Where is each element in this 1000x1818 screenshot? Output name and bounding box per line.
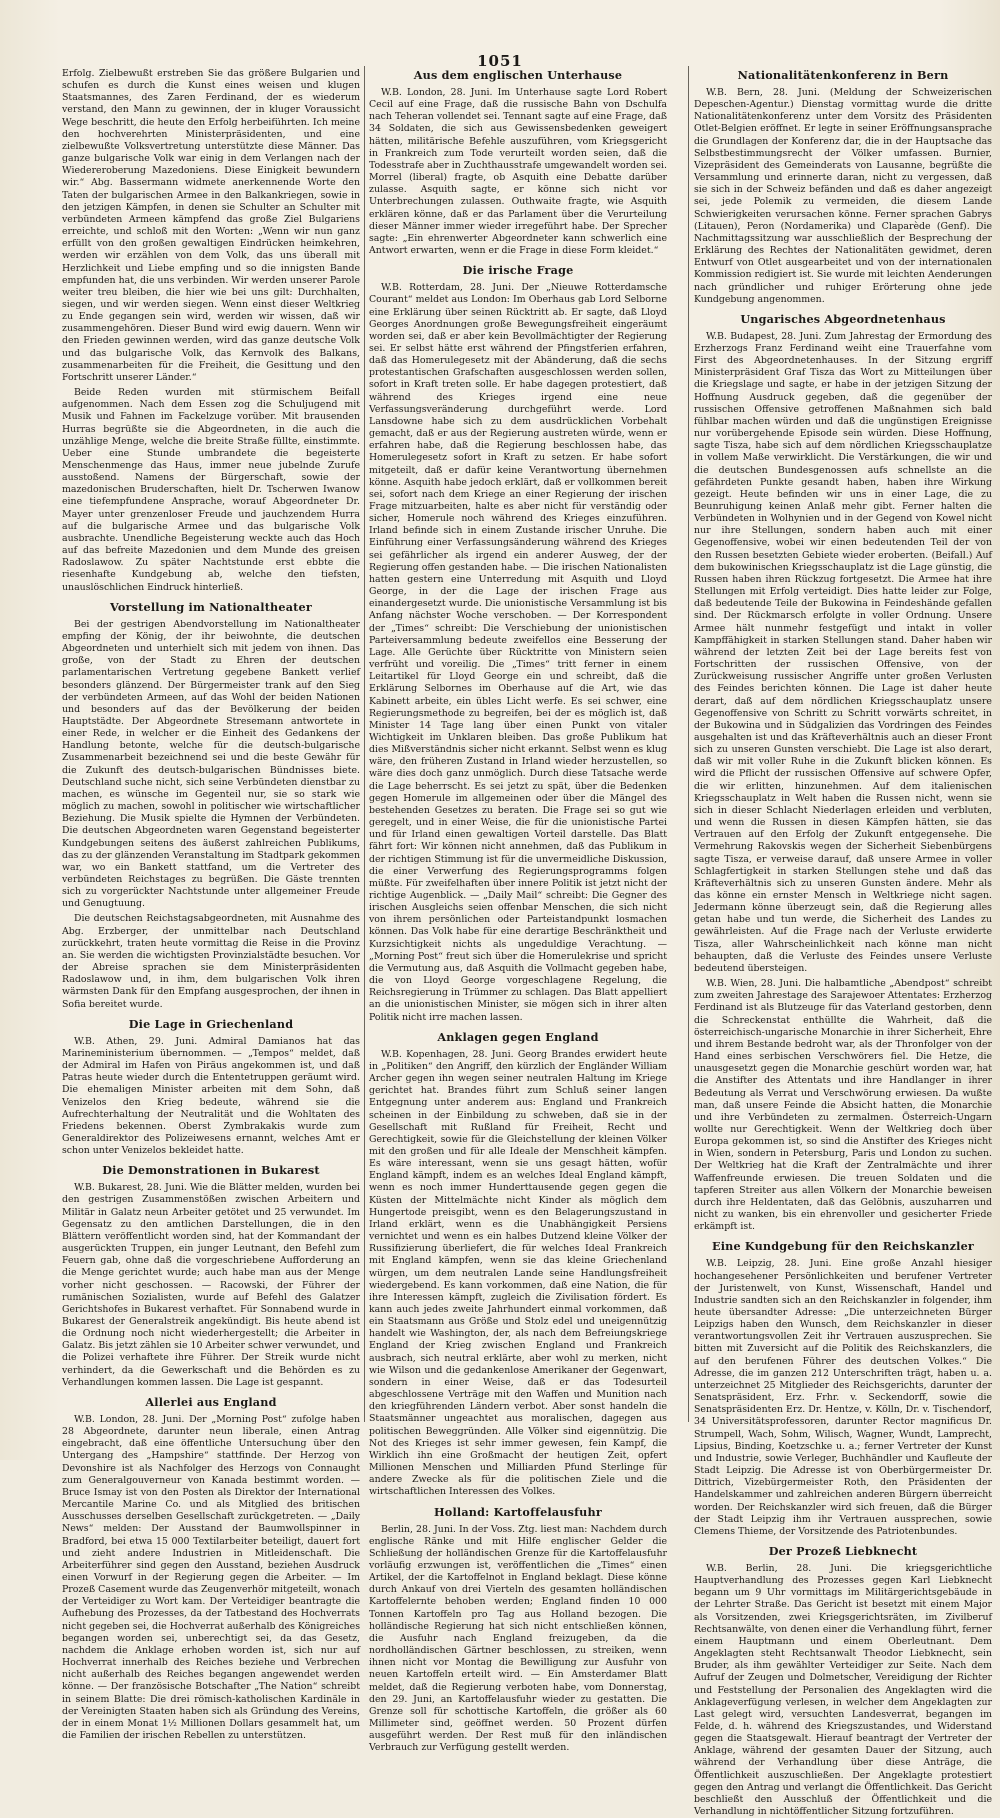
article-paragraph: W.B. Leipzig, 28. Juni. Eine große Anzahl hiesiger hochangesehener Persönlichkeiten und berufener Vertreter der Juristenwelt, von Kunst, Wissenschaft, Handel und Industrie sandten sich an den Reichskanzler in folgender, ihm heute übersandter Adresse: „Die unterzeichneten Bürger Leipzigs haben den Wunsch, dem Reichskanzler in dieser verantwortungsvollen Zeit ihr Vertrauen auszusprechen. Sie bitten mit Zuversicht auf die Politik des Reichskanzlers, die auf den berufenen Führer des deutschen Volkes.“ Die Adresse, die im ganzen 212 Unterschriften trägt, haben u. a. unterzeichnet 25 Mitglieder des Reichsgerichts, darunter der Senatspräsident, Erz. Frhr. v. Seckendorff, sowie die Senatspräsidenten Erz. Dr. Hentze, v. Kölln, Dr. v. Tischendorf, 34 Universitätsprofessoren, darunter Rector magnificus Dr. Strumpell, Wach, Sohm, Wilisch, Wagner, Wundt, Lamprecht, Lipsius, Binding, Koetzschke u. a.; ferner Vertreter der Kunst und Industrie, sowie Verleger, Buchhändler und Kaufleute der Stadt Leipzig. Die Adresse ist von Oberbürgermeister Dr. Dittrich, Vizebürgermeister Roth, den Präsidenten der Handelskammer und zahlreichen anderen Bürgern überreicht worden. Der Reichskanzler wird sich freuen, daß die Bürger der Stadt Leipzig ihm ihr Vertrauen aussprechen, sowie Clemens Thieme, der Vorsitzende des Patriotenbundes.	[694, 1258, 992, 1537]
article-paragraph: W.B. Bern, 28. Juni. (Meldung der Schweizerischen Depeschen-Agentur.) Dienstag vormittag wurde die dritte Nationalitätenkonferenz unter dem Vorsitz des Präsidenten Otlet-Belgien eröffnet. Er legte in seiner Eröffnungsansprache die Grundlagen der Konferenz dar, die in der Hauptsache das Selbstbestimmungsrecht der Völker umfassen. Burnier, Vizepräsident des Gemeinderats von Lausanne, begrüßte die Versammlung und erinnerte daran, nicht zu vergessen, daß sie sich in der Schweiz befänden und daß es daher angezeigt sei, jede Polemik zu vermeiden, die diesem Lande Schwierigkeiten verursachen könne. Ferner sprachen Gabrys (Litauen), Peron (Nordamerika) und Claparède (Genf). Die Nachmittagssitzung war ausschließlich der Besprechung der Erklärung des Rechtes der Nationalitäten gewidmet, deren Entwurf von Otlet ausgearbeitet und von der internationalen Kommission redigiert ist. Sie wurde mit leichten Aenderungen nach gründlicher und ruhiger Erörterung ohne jede Kundgebung angenommen.	[694, 87, 992, 305]
article-paragraph: W.B. Athen, 29. Juni. Admiral Damianos hat das Marineministerium übernommen. — „Tempos“ meldet, daß der Admiral im Hafen von Piräus angekommen ist, und daß Patras heute wieder durch die Ententetruppen geräumt wird. Die ehemaligen Minister arbeiten mit dem Sohn, daß Venizelos den Krieg bedeute, während sie die Aufrechterhaltung der Neutralität und die Wohltaten des Friedens bekennen. Oberst Zymbrakakis wurde zum Generaldirektor des Polizeiwesens ernannt, welches Amt er schon unter Venizelos bekleidet hatte.	[62, 1035, 360, 1157]
article-headline: Anklagen gegen England	[437, 1029, 599, 1044]
article-paragraph: W.B. Rotterdam, 28. Juni. Der „Nieuwe Rotterdamsche Courant“ meldet aus London: Im Oberhaus gab Lord Selborne eine Erklärung über seinen Rücktritt ab. Er sagte, daß Lloyd Georges Anordnungen große Bewegungsfreiheit eingeräumt worden sei, daß er aber kein Bevollmächtigter der Regierung sei. Er selbst hätte erst während der Pfingstferien erfahren, daß das Homerulegesetz mit der Abänderung, daß die sechs protestantischen Grafschaften ausgeschlossen werden sollen, sofort in Kraft treten solle. Er habe dagegen protestiert, daß während des Krieges irgend eine neue Verfassungsveränderung durchgeführt werde. Lord Lansdowne habe sich zu dem ausdrücklichen Vorbehalt gemacht, daß er aus der Regierung austreten würde, wenn er erfahren habe, daß die Regierung beschlossen habe, das Homerulegesetz sofort in Kraft zu setzen. Er habe sofort mitgeteilt, daß er dafür keine Verantwortung übernehmen könne. Asquith habe jedoch erklärt, daß er vollkommen bereit sei, sofort nach dem Kriege an einer Regierung der irischen Frage mitzuarbeiten, halte es aber nicht für verständig oder sicher, Homerule noch während des Krieges einzuführen. Irland befinde sich in einem Zustande irischer Unruhe. Die Einführung einer Verfassungsänderung während des Krieges sei gefährlicher als irgend ein anderer Ausweg, der der Regierung offen gestanden habe. — Die irischen Nationalisten hatten gestern eine Unterredung mit Asquith und Lloyd George, in der die Lage der irischen Frage aus einandergesetzt wurde. Die unionistische Versammlung ist bis Anfang nächster Woche verschoben. — Der Korrespondent der „Times“ schreibt: Die Verschiebung der unionistischen Parteiversammlung bedeute zweifellos eine Besserung der Lage. Alle Gerüchte über Rücktritte von Ministern seien verfrüht und voreilig. Die „Times“ tritt ferner in einem Leitartikel für Lloyd George ein und schreibt, daß die Erklärung Selbornes im Oberhause auf die Art, wie das Kabinett arbeite, ein übles Licht werfe. Es sei schwer, eine Regierungsmethode zu begreifen, bei der es möglich ist, daß Minister 14 Tage lang über einen Punkt von vitaler Wichtigkeit im Unklaren bleiben. Das große Publikum hat dies Mißverständnis sicher nicht erkannt. Selbst wenn es klug wäre, den früheren Zustand in Irland wieder herzustellen, so wäre dies doch ganz unmöglich. Durch diese Tatsache werde die Lage beherrscht. Es sei jetzt zu spät, über die Bedenken gegen Homerule im allgemeinen oder über die Mängel des bestehenden Gesetzes zu beraten. Die Frage sei so gut wie geregelt, und in einer Weise, die für die unionistische Partei und für Irland einen gewaltigen Vorteil darstelle. Das Blatt fährt fort: Wir können nicht annehmen, daß das Publikum in der richtigen Stimmung ist für die unvermeidliche Diskussion, die einer Verwerfung des Regierungsprogramms folgen müßte. Für zweifelhaften über innere Politik ist jetzt nicht der richtige Augenblick. — „Daily Mail“ schreibt: Die Gegner des irischen Ausgleichs seien offenbar Menschen, die sich nicht von ihrem persönlichen oder Parteistandpunkt losmachen können. Das Volk habe für eine derartige Beschränktheit und Kurzsichtigkeit nichts als ungeduldige Verachtung. — „Morning Post“ freut sich über die Homerulekrise und spricht die Vermutung aus, daß Asquith die Vollmacht gegeben habe, die von Lloyd George vorgeschlagene Regelung, die Reichsregierung in Trümmer zu schlagen. Das Blatt appelliert an die unionistischen Minister, sie mögen sich in ihrer alten Politik nicht irre machen lassen.	[369, 282, 667, 1023]
article-paragraph: W.B. London, 28. Juni. Der „Morning Post“ zufolge haben 28 Abgeordnete, darunter neun liberale, einen Antrag eingebracht, daß eine öffentliche Untersuchung über den Untergang des „Hampshire“ stattfinde. Der Herzog von Devonshire ist als Nachfolger des Herzogs von Connaught zum Generalgouverneur von Kanada bestimmt worden. — Bruce Ismay ist von den Posten als Direktor der International Mercantile Marine Co. und als Mitglied des britischen Ausschusses derselben Gesellschaft zurückgetreten. — „Daily News“ melden: Der Ausstand der Baumwollspinner in Bradford, bei etwa 15 000 Textilarbeiter beteiligt, dauert fort und zieht andere Industrien in Mitleidenschaft. Die Arbeiterführer sind gegen den Ausstand, beziehen Ausdruck einen Vorwurf in der Regierung gegen die Arbeiter. — Im Prozeß Casement wurde das Zeugenverhör mitgeteilt, wonach der Verteidiger zu Wort kam. Der Verteidiger beantragte die Aufhebung des Prozesses, da der Tatbestand des Hochverrats nicht gegeben sei, die Hochverrat außerhalb des Königreiches begangen worden sei, unberechtigt sei, da das Gesetz, nachdem die Anklage erhoben worden ist, sich nur auf Hochverrat innerhalb des Reiches beziehe und Verbrechen nicht außerhalb des Reiches begangen angewendet werden könne. — Der französische Botschafter „The Nation“ schreibt in seinem Blatte: Die drei römisch-katholischen Kardinäle in der Vereinigten Staaten haben sich als Gründung des Vereins, der in einem Monat 1½ Millionen Dollars gesammelt hat, um die Familien der irischen Rebellen zu unterstützen.	[62, 1413, 360, 1741]
article-headline: Die Lage in Griechenland	[128, 1016, 294, 1031]
article-headline: Aus dem englischen Unterhause	[413, 68, 623, 82]
article-paragraph: Die deutschen Reichstagsabgeordneten, mit Ausnahme des Abg. Erzberger, der unmittelbar nach Deutschland zurückkehrt, traten heute vormittag die Reise in die Provinz an. Sie werden die wichtigsten Provinzialstädte besuchen. Vor der Abreise sprachen sie dem Ministerpräsidenten Radoslawow und, in ihm, dem bulgarischen Volk ihren wärmsten Dank für den Empfang ausgesprochen, der ihnen in Sofia bereitet wurde.	[62, 913, 360, 1010]
article-paragraph: W.B. Bukarest, 28. Juni. Wie die Blätter melden, wurden bei den gestrigen Zusammenstößen zwischen Arbeitern und Militär in Galatz neun Arbeiter getötet und 25 verwundet. Im Gegensatz zu den amtlichen Darstellungen, die in den Blättern veröffentlicht worden sind, hat der Kommandant der ausgerückten Truppen, ein junger Leutnant, den Befehl zum Feuern gab, ohne daß die vorgeschriebene Aufforderung an die Menge gerichtet wurde; auch habe man aus der Menge vorher nicht geschossen. — Racowski, der Führer der rumänischen Sozialisten, wurde auf Befehl des Galatzer Gerichtshofes in Bukarest verhaftet. Für Sonnabend wurde in Bukarest der Generalstreik angekündigt. Bis heute abend ist die Ordnung noch nicht wiederhergestellt; die Arbeiter in Galatz. Bis jetzt zählen sie 10 Arbeiter schwer verwundet, und die Polizei verhaftete ihre Führer. Der Streik wurde nicht verhindert, da die Gewerkschaft und die Behörden es zu Verhandlungen kommen lassen. Die Lage ist gespannt.	[62, 1182, 360, 1388]
article-paragraph: W.B. Budapest, 28. Juni. Zum Jahrestag der Ermordung des Erzherzogs Franz Ferdinand weiht eine Trauerfahne vom First des Abgeordnetenhauses. In der Sitzung ergriff Ministerpräsident Graf Tisza das Wort zu Mitteilungen über die Kriegslage und sagte, er habe in der jetzigen Sitzung der Hoffnung Ausdruck gegeben, daß die gegenüber der russischen Offensive getroffenen Maßnahmen sich bald fühlbar machen würden und daß die ungünstigen Ereignisse nur vorübergehende Episode sein würden. Diese Hoffnung, sagte Tisza, habe sich auf dem nördlichen Kriegsschauplatze in vollem Maße verwirklicht. Die Verstärkungen, die wir und die deutschen Bundesgenossen aufs schnellste an die gefährdeten Punkte gesandt haben, haben ihre Wirkung gezeigt. Heute befinden wir uns in einer Lage, die zu Beunruhigung keinen Anlaß mehr gibt. Ferner halten die Verbündeten in Wolhynien und in der Gegend von Kowel nicht nur ihre Stellungen, sondern haben auch mit einer Gegenoffensive, wobei wir einen bedeutenden Teil der von den Russen besetzten Gebiete wieder eroberten. (Beifall.) Auf dem bukowinischen Kriegsschauplatz ist die Lage günstig, die Russen haben ihren Rückzug fortgesetzt. Die Armee hat ihre Stellungen mit Erfolg verteidigt. Dies hatte leider zur Folge, daß bedeutende Teile der Bukowina in Feindeshände gefallen sind. Der Rückmarsch erfolgte in voller Ordnung. Unsere Armee hält nunmehr festgefügt und intakt in voller Kampffähigkeit in starken Stellungen stand. Daher haben wir während der letzten Zeit bei der Lage bereits fest von Fortschritten der russischen Offensive, von der Zurückweisung russischer Angriffe unter großen Verlusten des Feindes berichten können. Die Lage ist daher heute derart, daß auf dem nördlichen Kriegsschauplatz unsere Gegenoffensive von Schritt zu Schritt vorwärts schreitet, in der Bukowina und in Südgalizien das Vordringen des Feindes ausgehalten ist und das Kräfteverhältnis auch an dieser Front sich zu unseren Gunsten verschiebt. Die Lage ist also derart, daß wir mit voller Ruhe in die Zukunft blicken können. Es wird die Pflicht der russischen Offensive auf schwere Opfer, die wir erlitten, hinzunehmen. Auf dem italienischen Kriegsschauplatz in Welt haben die Russen nicht, wenn sie sich in dieser Schlacht Niederlagen erleiden und verbluten, und wenn die Russen in diesen Kämpfen hätten, sie das Vertrauen auf den Erfolg der Zukunft entgegensehe. Die Vermehrung Rakovskis wegen der Sicherheit Siebenbürgens sagte Tisza, er verweise darauf, daß unsere Armee in voller Schlagfertigkeit in starken Stellungen stehe und daß das Kräfteverhältnis sich zu unseren Gunsten ändere. Mehr als das könne ein ernster Mensch in Weltkriege nicht sagen. Jedermann könne überzeugt sein, daß die Regierung alles getan habe und tun werde, die Sicherheit des Landes zu gewährleisten. Auf die Frage nach der Verluste erwiderte Tisza, aller Wahrscheinlichkeit nach könne man nicht behaupten, daß die Verluste des Feindes unsere Verluste bedeutend übersteigen.	[694, 330, 992, 974]
article-headline: Ungarisches Abgeordnetenhaus	[740, 311, 946, 326]
article-paragraph: Erfolg. Zielbewußt erstreben Sie das größere Bulgarien und schufen es durch die Kunst eines weisen und klugen Staatsmannes, des Zaren Ferdinand, der es wiederum verstand, den Mann zu gewinnen, der in kluger Voraussicht Wege beschritt, die heute den Erfolg herbeiführten. Ich meine den hochverehrten Ministerpräsidenten, und eine zielbewußte Volksvertretung unterstützte diese Männer. Das ganze bulgarische Volk war einig in dem Verlangen nach der Wiedereroberung Mazedoniens. Diese Einigkeit bewundern wir.“ Abg. Bassermann widmete anerkennende Worte den Taten der bulgarischen Armee in den Balkankriegen, sowie in den jetzigen Kämpfen, in denen sie Schulter an Schulter mit verbündeten Armeen kämpfend das große Ziel Bulgariens erreichte, und schloß mit den Worten: „Wenn wir nun ganz erfüllt von den großen gewaltigen Eindrücken heimkehren, werden wir erzählen von dem Volk, das uns überall mit Herzlichkeit und Liebe empfing und so die innigsten Bande empfunden hat, die uns verbinden. Wir werden unserer Parole weiter treu bleiben, die hier wie bei uns gilt: Durchhalten, siegen, und wir werden siegen. Wenn einst dieser Weltkrieg zu Ende gegangen sein wird, werden wir wissen, daß wir zusammengehören. Dieser Bund wird ewig dauern. Wenn wir den Frieden gewinnen werden, wird das ganze deutsche Volk und das bulgarische Volk, das Kernvolk des Balkans, zusammenarbeiten für die Freiheit, die Gesittung und den Fortschritt unserer Länder.“	[62, 68, 360, 383]
column-left	[62, 68, 360, 1741]
article-headline: Vorstellung im Nationaltheater	[110, 599, 312, 614]
article-paragraph: W.B. Berlin, 28. Juni. Die kriegsgerichtliche Hauptverhandlung des Prozesses gegen Karl Liebknecht begann um 9 Uhr vormittags im Militärgerichtsgebäude in der Lehrter Straße. Das Gericht ist besetzt mit einem Major als Vorsitzenden, zwei Kriegsgerichtsräten, im Zivilberuf Rechtsanwälte, von denen einer die Verhandlung führt, ferner einem Hauptmann und einem Oberleutnant. Dem Angeklagten steht Rechtsanwalt Theodor Liebknecht, sein Bruder, als ihm gewählter Verteidiger zur Seite. Nach dem Aufruf der Zeugen und Dolmetscher, Vereidigung der Richter und Feststellung der Personalien des Angeklagten wird die Anklageverfügung verlesen, in welcher dem Angeklagten zur Last gelegt wird, versuchten Landesverrat, begangen im Felde, d. h. während des Kriegszustandes, und Widerstand gegen die Staatsgewalt. Hierauf beantragt der Vertreter der Anklage, während der gesamten Dauer der Sitzung, auch während der Verhandlung über diese Anträge, die Öffentlichkeit auszuschließen. Der Angeklagte protestiert gegen den Antrag und verlangt die Öffentlichkeit. Das Gericht beschließt den Ausschluß der Öffentlichkeit und die Verhandlung in nichtöffentlicher Sitzung fortzuführen.	[694, 1562, 992, 1818]
column-divider	[364, 66, 365, 1422]
article-headline: Allerlei aus England	[145, 1394, 277, 1409]
article-headline: Nationalitätenkonferenz in Bern	[737, 68, 949, 82]
article-headline: Holland: Kartoffelausfuhr	[434, 1504, 602, 1519]
article-headline: Der Prozeß Liebknecht	[768, 1543, 918, 1558]
page-number: 1051	[477, 52, 523, 70]
article-paragraph: W.B. Kopenhagen, 28. Juni. Georg Brandes erwidert heute in „Politiken“ den Angriff, den kürzlich der Engländer William Archer gegen ihn wegen seiner neutralen Haltung im Kriege gerichtet hat. Brandes führt zum Schluß seiner langen Entgegnung unter anderem aus: England und Frankreich scheinen in der Einbildung zu schweben, daß sie in der Gesellschaft mit Rußland für Freiheit, Recht und Gerechtigkeit, sowie für die Gleichstellung der kleinen Völker mit den großen und für alle Ideale der Menschheit kämpfen. Es wäre interessant, wenn sie uns gesagt hätten, wofür England kämpft, indem es an welches Ideal England kämpft, wenn es noch immer Hunderttausende gegen gegen die Küsten der Mittelmächte nicht Kinder als möglich dem Hungertode preisgibt, wenn es den Belagerungszustand in Irland erklärt, wenn es die Unabhängigkeit Persiens vernichtet und wenn es ein halbes Dutzend kleine Völker der Russifizierung überliefert, die für welches Ideal Frankreich mit England kämpfen, wenn sie das kleine Griechenland würgen, um dem neutralen Lande seine Handlungsfreiheit wiedergebend. Es kann vorkommen, daß eine Nation, die für ihre Interessen kämpft, zugleich die Zivilisation fördert. Es kann auch jedes zweite Jahrhundert einmal vorkommen, daß ein Staatsmann aus Größe und Stolz edel und uneigennützig handelt wie Washington, der, als nach dem Befreiungskriege England der Krieg zwischen England und Frankreich ausbrach, sich neutral erklärte, aber wohl zu merken, nicht wie Wilson und die gedankenlose Amerikaner der Gegenwart, sondern in einer Weise, daß er das Todesurteil abgeschlossene Verträge mit den Waffen und Munition nach den kriegführenden Ländern verbot. Aber sonst handeln die Staatsmänner ungeachtet aus moralischen, dagegen aus politischen Beweggründen. Alle Völker sind eigennützig. Die Not des Krieges ist sehr immer gewesen, fein Kampf, die Wirklich ihn eine Großmacht der heutigen Zeit, opfert Millionen Menschen und Milliarden Pfund Sterlinge für andere Zwecke als für die politischen Ziele und die wirtschaftlichen Interessen des Volkes.	[369, 1048, 667, 1498]
article-paragraph: W.B. London, 28. Juni. Im Unterhause sagte Lord Robert Cecil auf eine Frage, daß die russische Bahn von Dschulfa nach Teheran vollendet sei. Tennant sagte auf eine Frage, daß 34 Soldaten, die sich aus Gewissensbedenken geweigert hätten, militärische Befehle auszuführen, vom Kriegsgericht in Frankreich zum Tode verurteilt worden seien, daß die Todesstrafe aber in Zuchthausstrafe umgewandelt worden sei. Morrel (liberal) fragte, ob Asquith eine Debatte darüber zulasse. Asquith sagte, er könne sich nicht vor Unterbrechungen zulassen. Outhwaite fragte, wie Asquith erklären könne, daß er das Parlament über die Verurteilung dieser Männer immer wieder irregeführt habe. Der Sprecher sagte: „Ein ehrenwerter Abgeordneter kann schwerlich eine Antwort erwarten, wenn er die Frage in diese Form kleidet.“	[369, 87, 668, 257]
article-paragraph: Berlin, 28. Juni. In der Voss. Ztg. liest man: Nachdem durch englische Ränke und mit Hilfe englischer Gelder die Schließung der holländischen Grenze für die Kartoffelausfuhr vorläufig erzwungen ist, veröffentlichen die „Times“ einen Artikel, der die Kartoffelnot in England beklagt. Diese könne durch Ankauf von drei Vierteln des gesamten holländischen Kartoffelernte behoben werden; England finden 10 000 Tonnen Kartoffeln pro Tag aus Holland bezogen. Die holländische Regierung hat sich nicht entschließen können, die Ausfuhr nach England freizugeben, da die nordholländischen Gärtner beschlossen, zu streiken, wenn ihnen nicht vor Montag die Bewilligung zur Ausfuhr von neuen Kartoffeln erteilt wird. — Ein Amsterdamer Blatt meldet, daß die Regierung verboten habe, vom Donnerstag, den 29. Juni, an Kartoffelausfuhr wieder zu gestatten. Die Grenze soll für schottische Kartoffeln, die größer als 60 Millimeter sind, geöffnet werden. 50 Prozent dürfen ausgeführt werden. Der Rest muß für den inländischen Verbrauch zur Verfügung gestellt werden.	[369, 1523, 667, 1754]
article-paragraph: Beide Reden wurden mit stürmischem Beifall aufgenommen. Nach dem Essen zog die Schuljugend mit Musik und Fahnen im Fackelzuge vorüber. Mit brausenden Hurras begrüßte sie die Abgeordneten, in die auch die unzählige Menge, welche die breite Straße füllte, einstimmte. Ueber eine Stunde umbrandete die begeisterte Menschenmenge das Haus, immer neue jubelnde Zurufe ausstoßend. Namens der Bürgerschaft, sowie der mazedonischen Bruderschaften, hielt Dr. Tscherwen Iwanow eine tiefempfundene Ansprache, worauf Abgeordneter Dr. Mayer unter grenzenloser Freude und jauchzendem Hurra auf die bulgarische Armee und das bulgarische Volk ausbrachte. Unendliche Begeisterung weckte auch das Hoch auf das befreite Mazedonien und dem Munde des greisen Radoslawow. Zu später Nachtstunde erst ebbte die riesenhafte Kundgebung ab, welche den tiefsten, unauslöschlichen Eindruck hinterließ.	[62, 387, 360, 593]
article-headline: Die Demonstrationen in Bukarest	[102, 1163, 320, 1178]
article-headline: Die irische Frage	[462, 263, 574, 278]
column-middle	[369, 68, 668, 1754]
article-paragraph: Bei der gestrigen Abendvorstellung im Nationaltheater empfing der König, der ihr beiwohnte, die deutschen Abgeordneten und unterhielt sich mit jedem von ihnen. Das große, von der Stadt zu Ehren der deutschen parlamentarischen Vertretung gegebene Bankett verlief besonders glänzend. Der Bürgermeister trank auf den Sieg der verbündeten Armeen, auf das Wohl der beiden Nationen und besonders auf das der Bevölkerung der beiden Hauptstädte. Der Abgeordnete Stresemann antwortete in einer Rede, in welcher er die Einheit des Gedankens der Handlung betonte, welche für die deutsch-bulgarische Zusammenarbeit bezeichnend sei und die beste Gewähr für die Zukunft des deutsch-bulgarischen Bündnisses biete. Deutschland suche nicht, sich seine Verbündeten dienstbar zu machen, es wünsche im Gegenteil nur, sie so stark wie möglich zu machen, sowohl in politischer wie wirtschaftlicher Beziehung. Die Musik spielte die Hymnen der Verbündeten. Die deutschen Abgeordneten waren Gegenstand begeisterter Kundgebungen seitens des äußerst zahlreichen Publikums, das zu der glänzenden Veranstaltung im Stadtpark gekommen war, wo ein Bankett stattfand, um die Vertreter des verbündeten Reichstages zu begrüßen. Die Gäste trennten sich zu vorgerückter Nachtstunde unter allgemeiner Freude und Genugtuung.	[62, 618, 360, 910]
column-divider	[688, 66, 689, 1422]
article-paragraph: W.B. Wien, 28. Juni. Die halbamtliche „Abendpost“ schreibt zum zweiten Jahrestage des Sarajewoer Attentates: Erzherzog Ferdinand ist als Blutzeuge für das Vaterland gestorben, denn die Schreckenstat enthüllte die Wahrheit, daß die österreichisch-ungarische Monarchie in ihrer Sicherheit, Ehre und ihrem Bestande bedroht war, als der Thronfolger von der Hand eines serbischen Verschwörers fiel. Die Hetze, die unausgesetzt gegen die Monarchie geschürt worden war, hat die Anstifter des Attentats und ihre Handlanger in ihrer Bedeutung als Verrat und Verschwörung erwiesen. Da wußte man, daß unsere Feinde die Absicht hatten, die Monarchie und ihre Verbündeten zu zermalmen. Österreich-Ungarn wollte nur Gerechtigkeit. Wenn der Weltkrieg doch über Europa gekommen ist, so sind die Anstifter des Krieges nicht in Wien, sondern in Petersburg, Paris und London zu suchen. Der Weltkrieg hat die Kraft der Zentralmächte und ihrer Waffenfreunde erwiesen. Die treuen Soldaten und die tapferen Streiter aus allen Völkern der Monarchie beweisen durch ihre Heldentaten, daß das Gelöbnis, auszuharren und nicht zu wanken, bis ein ehrenvoller und gesicherter Friede erkämpft ist.	[694, 978, 992, 1233]
article-headline: Eine Kundgebung für den Reichskanzler	[711, 1239, 974, 1254]
column-right	[694, 68, 992, 1818]
